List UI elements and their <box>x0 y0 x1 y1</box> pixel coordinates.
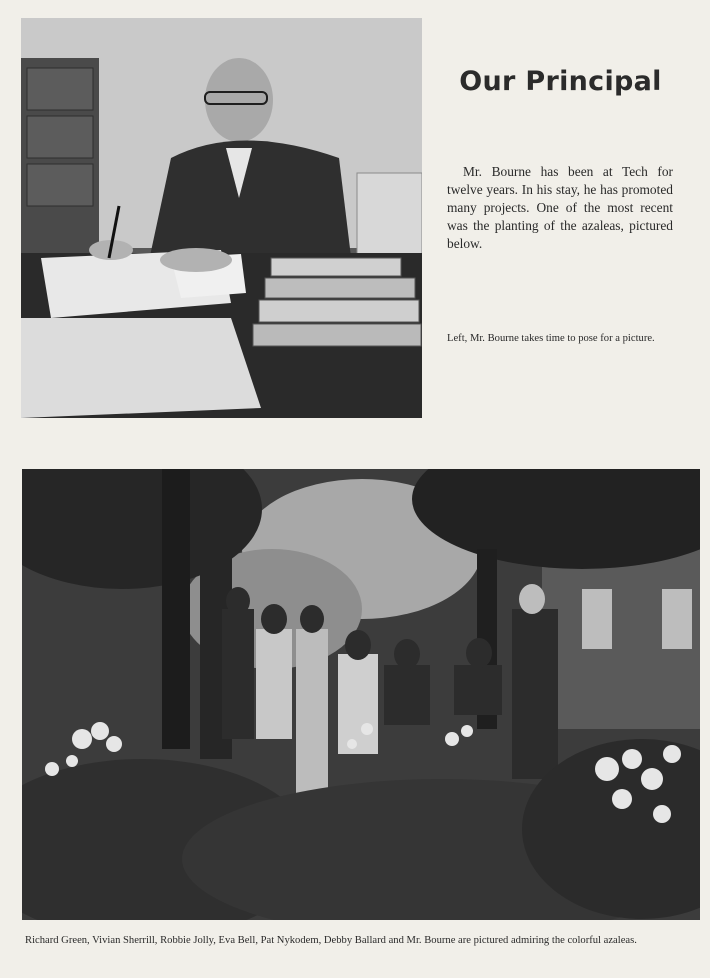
azaleas-photo-caption: Richard Green, Vivian Sherrill, Robbie Jolly, Eva Bell, Pat Nykodem, Debby Ballard and Mr. Bourne are pictured admiring the colorful azaleas. <box>25 935 637 946</box>
principal-photo-caption: Left, Mr. Bourne takes time to pose for a picture. <box>447 333 655 344</box>
intro-paragraph: Mr. Bourne has been at Tech for twelve years. In his stay, he has promoted many projects. One of the most recent was the planting of the azaleas, pictured below. <box>447 164 673 251</box>
azaleas-illustration <box>22 469 700 920</box>
page-title: Our Principal <box>459 66 662 97</box>
principal-desk-photo <box>21 18 422 418</box>
azaleas-group-photo <box>22 469 700 920</box>
principal-desk-illustration <box>21 18 422 418</box>
